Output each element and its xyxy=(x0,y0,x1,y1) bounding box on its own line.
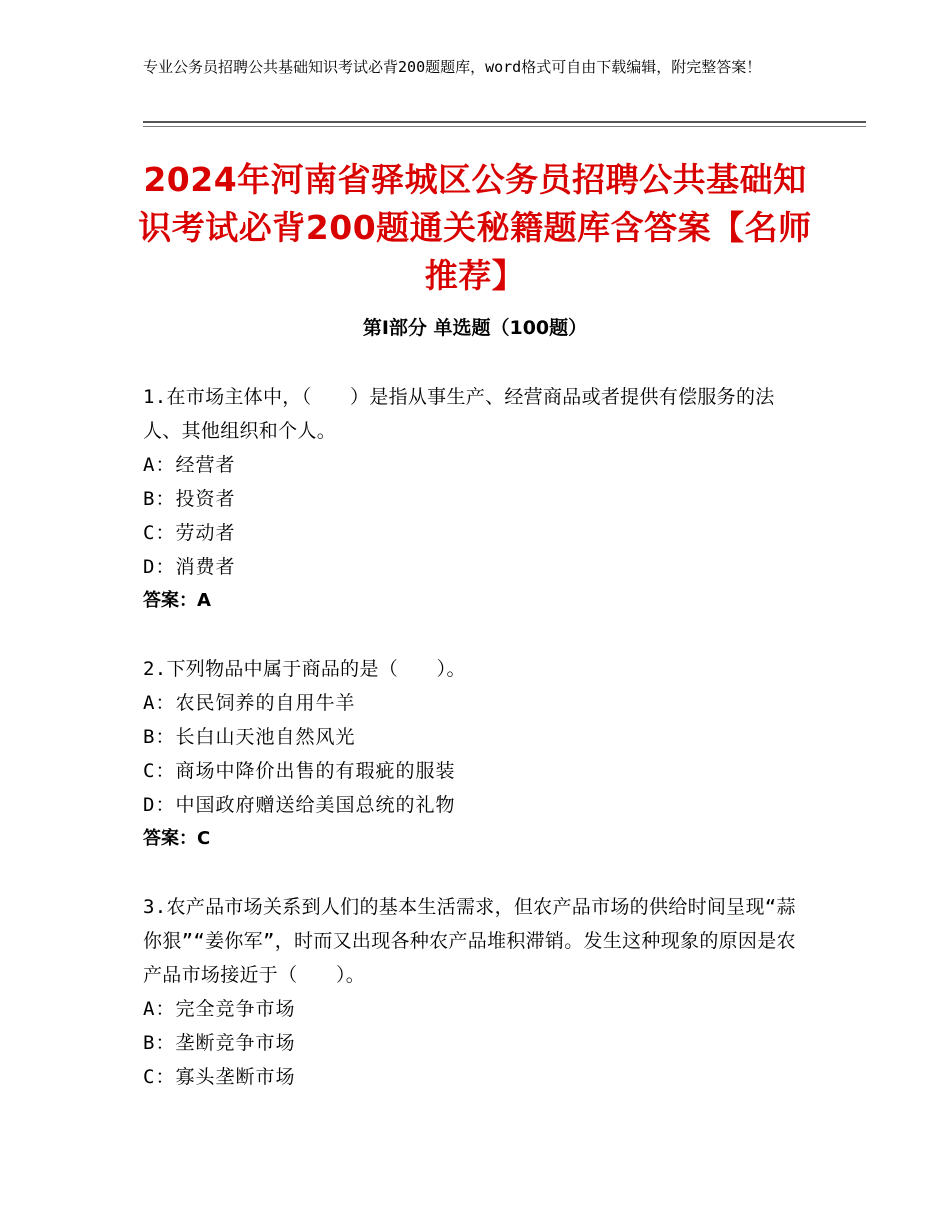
question-list xyxy=(143,380,803,1128)
option-b: B：长白山天池自然风光 xyxy=(143,726,356,748)
question-stem: 1.在市场主体中，（ ）是指从事生产、经营商品或者提供有偿服务的法人、其他组织和个人。 xyxy=(143,386,775,442)
question-stem: 3.农产品市场关系到人们的基本生活需求，但农产品市场的供给时间呈现“蒜你狠”“姜你军”，时而又出现各种农产品堆积滞销。发生这种现象的原因是农产品市场接近于（ ）。 xyxy=(143,896,796,986)
option-c: C：商场中降价出售的有瑕疵的服装 xyxy=(143,760,456,782)
option-a: A：完全竞争市场 xyxy=(143,998,296,1020)
question-2 xyxy=(143,652,803,856)
option-b: B：垄断竞争市场 xyxy=(143,1032,296,1054)
option-d: D：中国政府赠送给美国总统的礼物 xyxy=(143,794,456,816)
question-1 xyxy=(143,380,803,618)
option-b: B：投资者 xyxy=(143,488,236,510)
option-a: A：农民饲养的自用牛羊 xyxy=(143,692,356,714)
option-c: C：劳动者 xyxy=(143,522,236,544)
option-a: A：经营者 xyxy=(143,454,236,476)
header-note: 专业公务员招聘公共基础知识考试必背200题题库，word格式可自由下载编辑，附完整答案！ xyxy=(143,58,762,76)
answer: 答案：A xyxy=(143,590,211,611)
question-3 xyxy=(143,890,803,1094)
answer: 答案：C xyxy=(143,828,211,849)
header-divider-thin xyxy=(143,126,866,127)
section-title: 第Ⅰ部分 单选题（100题） xyxy=(362,317,588,339)
header-divider-thick xyxy=(143,121,866,123)
document-title: 2024年河南省驿城区公务员招聘公共基础知识考试必背200题通关秘籍题库含答案【名师推荐】 xyxy=(138,160,812,295)
question-stem: 2.下列物品中属于商品的是（ ）。 xyxy=(143,658,466,680)
option-c: C：寡头垄断市场 xyxy=(143,1066,296,1088)
option-d: D：消费者 xyxy=(143,556,236,578)
